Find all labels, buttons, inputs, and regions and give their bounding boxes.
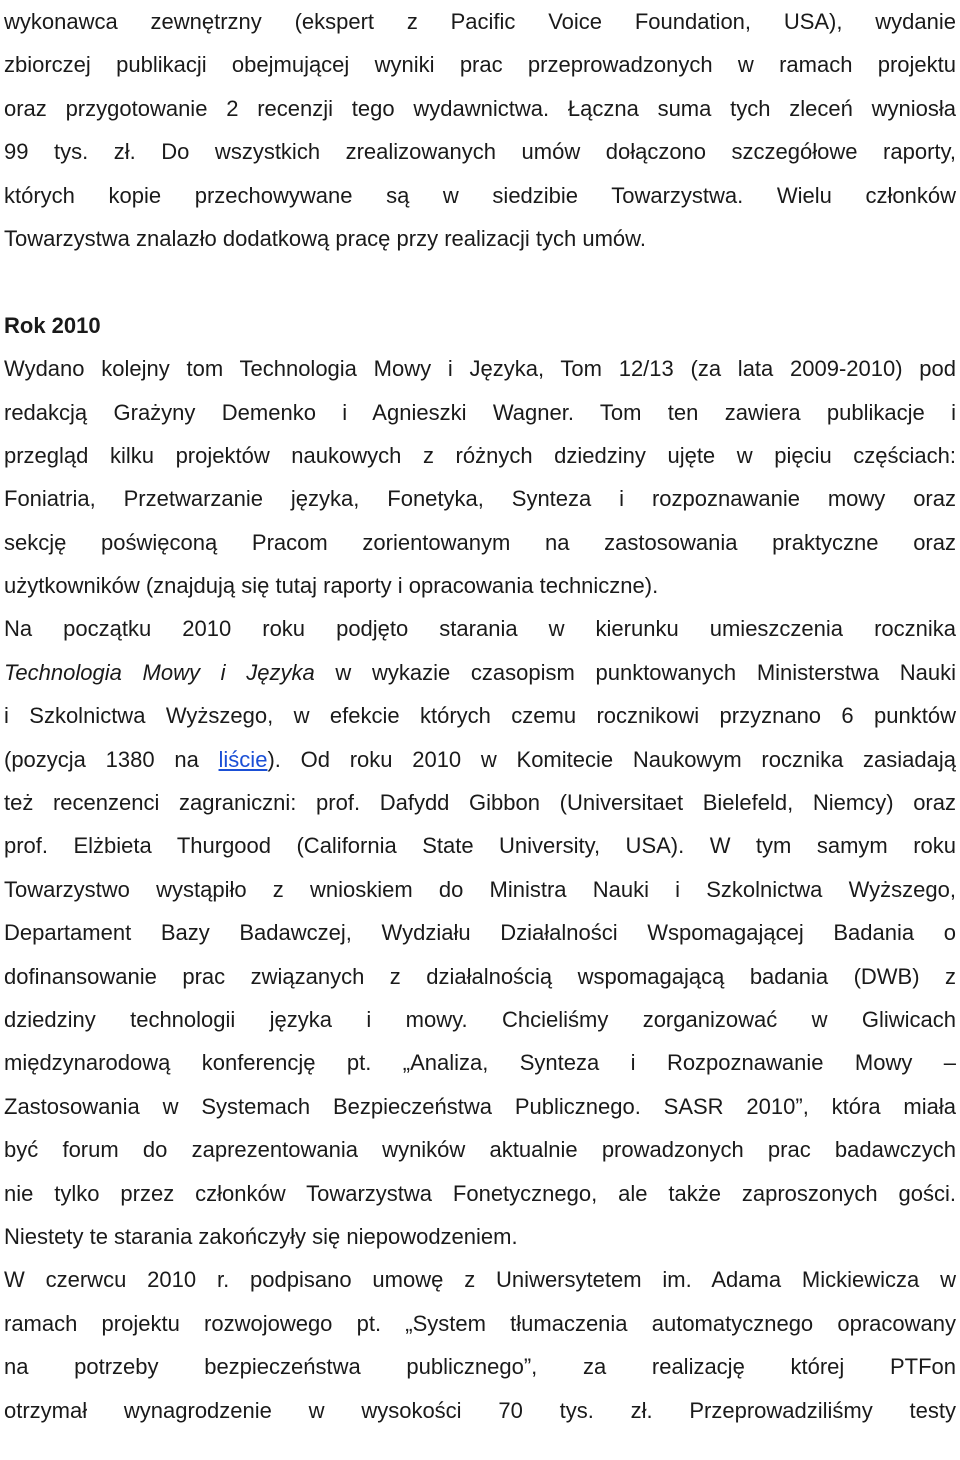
text-line: Wydano kolejny tom Technologia Mowy i Języka, Tom 12/13 (za lata 2009-2010) pod xyxy=(4,356,956,382)
journal-title: Technologia Mowy i Języka xyxy=(4,659,315,685)
list-link[interactable]: liście xyxy=(218,746,268,772)
text-line: oraz przygotowanie 2 recenzji tego wydawnictwa. Łączna suma tych zleceń wyniosła xyxy=(4,95,956,121)
text-segment: ). Od roku 2010 w Komitecie Naukowym rocznika zasiadają xyxy=(267,746,956,772)
text-line xyxy=(4,651,956,694)
text-line: otrzymał wynagrodzenie w wysokości 70 tys. zł. Przeprowadziliśmy testy xyxy=(4,1397,956,1423)
text-line: nie tylko przez członków Towarzystwa Fonetycznego, ale także zaproszonych gości. xyxy=(4,1180,956,1206)
paragraph-publication xyxy=(4,347,956,607)
text-line: Departament Bazy Badawczej, Wydziału Działalności Wspomagającej Badania o xyxy=(4,920,956,946)
text-line: Towarzystwo wystąpiło z wnioskiem do Ministra Nauki i Szkolnictwa Wyższego, xyxy=(4,876,956,902)
text-line: na potrzeby bezpieczeństwa publicznego”, za realizację której PTFon xyxy=(4,1354,956,1380)
text-segment: w wykazie czasopism punktowanych Ministerstwa Nauki xyxy=(314,659,956,685)
section-heading: Rok 2010 xyxy=(4,312,101,338)
text-line: 99 tys. zł. Do wszystkich zrealizowanych umów dołączono szczegółowe raporty, xyxy=(4,139,956,165)
text-line: W czerwcu 2010 r. podpisano umowę z Uniwersytetem im. Adama Mickiewicza w xyxy=(4,1267,956,1293)
text-line: redakcją Grażyny Demenko i Agnieszki Wagner. Tom ten zawiera publikacje i xyxy=(4,399,956,425)
text-line: międzynarodową konferencję pt. „Analiza, Synteza i Rozpoznawanie Mowy – xyxy=(4,1050,956,1076)
text-line: Niestety te starania zakończyły się niepowodzeniem. xyxy=(4,1223,518,1249)
text-line: dofinansowanie prac związanych z działalnością wspomagającą badania (DWB) z xyxy=(4,963,956,989)
spacer xyxy=(4,260,956,303)
text-line: być forum do zaprezentowania wyników aktualnie prowadzonych prac badawczych xyxy=(4,1137,956,1163)
text-line: wykonawca zewnętrzny (ekspert z Pacific Voice Foundation, USA), wydanie xyxy=(4,9,956,34)
text-line xyxy=(4,738,956,781)
text-line: też recenzenci zagraniczni: prof. Dafydd Gibbon (Universitaet Bielefeld, Niemcy) oraz xyxy=(4,790,956,816)
text-line: Na początku 2010 roku podjęto starania w kierunku umieszczenia rocznika xyxy=(4,616,956,642)
text-line: których kopie przechowywane są w siedzibie Towarzystwa. Wielu członków xyxy=(4,182,956,208)
paragraph-agreement xyxy=(4,1258,956,1432)
text-line: i Szkolnictwa Wyższego, w efekcie których czemu rocznikowi przyznano 6 punktów xyxy=(4,703,956,729)
text-line: dziedziny technologii języka i mowy. Chcieliśmy zorganizować w Gliwicach xyxy=(4,1006,956,1032)
text-line: ramach projektu rozwojowego pt. „System tłumaczenia automatycznego opracowany xyxy=(4,1310,956,1336)
text-line: sekcję poświęconą Pracom zorientowanym na zastosowania praktyczne oraz xyxy=(4,529,956,555)
text-line: Towarzystwa znalazło dodatkową pracę przy realizacji tych umów. xyxy=(4,225,646,251)
text-line: przegląd kilku projektów naukowych z różnych dziedziny ujęte w pięciu częściach: xyxy=(4,442,956,468)
paragraph-contractors xyxy=(4,0,956,260)
document-page xyxy=(4,0,956,1432)
text-line: prof. Elżbieta Thurgood (California State University, USA). W tym samym roku xyxy=(4,833,956,859)
text-line: zbiorczej publikacji obejmującej wyniki prac przeprowadzonych w ramach projektu xyxy=(4,52,956,78)
paragraph-ministry xyxy=(4,607,956,1258)
text-segment: (pozycja 1380 na xyxy=(4,746,219,772)
text-line: Zastosowania w Systemach Bezpieczeństwa Publicznego. SASR 2010”, która miała xyxy=(4,1093,956,1119)
text-line: Foniatria, Przetwarzanie języka, Fonetyka, Synteza i rozpoznawanie mowy oraz xyxy=(4,486,956,512)
text-line: użytkowników (znajdują się tutaj raporty i opracowania techniczne). xyxy=(4,573,659,599)
